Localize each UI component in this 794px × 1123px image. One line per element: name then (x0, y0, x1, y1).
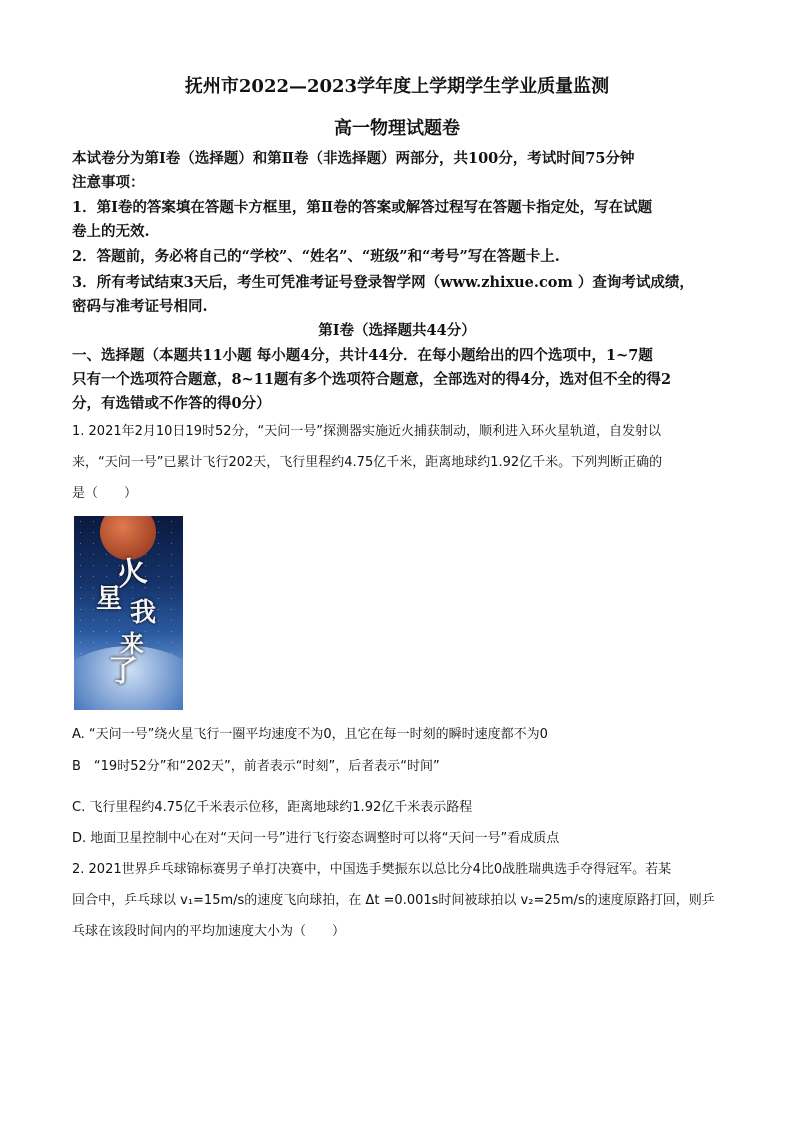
question-1-option-a: A. “天问一号”绕火星飞行一圈平均速度不为0，且它在每一时刻的瞬时速度都不为0 (72, 727, 548, 742)
notice-3b: 密码与准考证号相同. (72, 298, 208, 315)
exam-subtitle: 高一物理试题卷 (334, 118, 460, 139)
exam-title: 抚州市2022—2023学年度上学期学生学业质量监测 (184, 76, 610, 97)
poster-char-3: 我 (130, 598, 157, 628)
intro-line: 本试卷分为第Ⅰ卷（选择题）和第Ⅱ卷（非选择题）两部分，共100分，考试时间75分钟 (72, 150, 635, 167)
poster-char-1: 火 (113, 553, 150, 594)
notice-2: 2．答题前，务必将自己的“学校”、“姓名”、“班级”和“考号”写在答题卡上. (72, 248, 560, 265)
notice-heading: 注意事项： (72, 174, 145, 191)
notice-1a: 1．第Ⅰ卷的答案填在答题卡方框里，第Ⅱ卷的答案或解答过程写在答题卡指定处，写在试题 (72, 199, 653, 216)
question-1-line-c: 是（ ） (72, 486, 138, 501)
question-1-line-a: 1. 2021年2月10日19时52分，“天问一号”探测器实施近火捕获制动，顺利进入环火星轨道，自发射以 (72, 424, 661, 439)
question-2-line-c: 乓球在该段时间内的平均加速度大小为（ ） (72, 924, 346, 939)
poster-char-5: 了 (108, 654, 138, 689)
question-1-line-b: 来，“天问一号”已累计飞行202天，飞行里程约4.75亿千米，距离地球约1.92亿千米。下列判断正确的 (72, 455, 663, 470)
question-1-option-c: C. 飞行里程约4.75亿千米表示位移，距离地球约1.92亿千米表示路程 (72, 800, 473, 815)
notice-3a: 3．所有考试结束3天后，考生可凭准考证号登录智学网（www.zhixue.com ）查询考试成绩， (72, 274, 694, 291)
section-instructions-b: 只有一个选项符合题意，8~11题有多个选项符合题意，全部选对的得4分，选对但不全的得2 (72, 371, 672, 388)
notice-1b: 卷上的无效. (72, 223, 150, 240)
section-instructions-c: 分，有选错或不作答的得0分） (72, 395, 271, 412)
question-1-option-b: B “19时52分”和“202天”，前者表示“时刻”，后者表示“时间” (72, 759, 440, 774)
section-instructions-a: 一、选择题（本题共11小题 每小题4分，共计44分．在每小题给出的四个选项中，1~7题 (72, 347, 653, 364)
question-2-line-b: 回合中，乒乓球以 v₁=15m/s的速度飞向球拍，在 Δt =0.001s时间被球拍以 v₂=25m/s的速度原路打回，则乒 (72, 893, 715, 908)
mars-poster-image (74, 516, 183, 710)
question-2-line-a: 2. 2021世界乒乓球锦标赛男子单打决赛中，中国选手樊振东以总比分4比0战胜瑞典选手夺得冠军。若某 (72, 862, 672, 877)
question-1-option-d: D. 地面卫星控制中心在对“天问一号”进行飞行姿态调整时可以将“天问一号”看成质点 (72, 831, 560, 846)
poster-char-2: 星 (96, 584, 123, 614)
section-heading: 第Ⅰ卷（选择题共44分） (318, 322, 476, 339)
poster-char-4: 来 (120, 629, 144, 658)
